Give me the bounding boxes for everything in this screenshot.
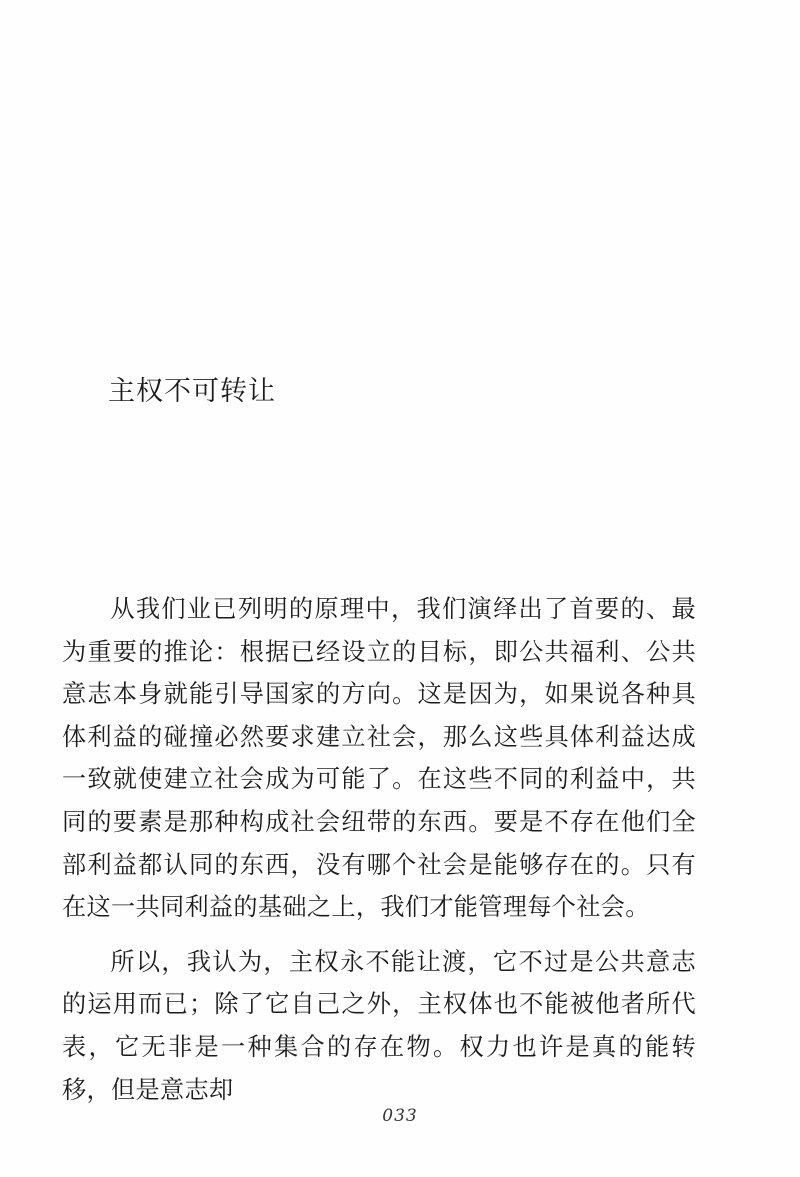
paragraph-1: 从我们业已列明的原理中，我们演绎出了首要的、最为重要的推论：根据已经设立的目标，即公共福利、公共意志本身就能引导国家的方向。这是因为，如果说各种具体利益的碰撞必然要求建立社会，那么这些具体利益达成一致就使建立社会成为可能了。在这些不同的利益中，共同的要素是那种构成社会纽带的东西。要是不存在他们全部利益都认同的东西，没有哪个社会是能够存在的。只有在这一共同利益的基础之上，我们才能管理每个社会。 xyxy=(62,595,696,922)
paragraph-2: 所以，我认为，主权永不能让渡，它不过是公共意志的运用而已；除了它自己之外，主权体也不能被他者所代表，它无非是一种集合的存在物。权力也许是真的能转移，但是意志却 xyxy=(62,947,696,1104)
page-number: 033 xyxy=(382,1106,418,1126)
body-text xyxy=(62,588,696,1123)
chapter-title: 主权不可转让 xyxy=(108,376,276,407)
